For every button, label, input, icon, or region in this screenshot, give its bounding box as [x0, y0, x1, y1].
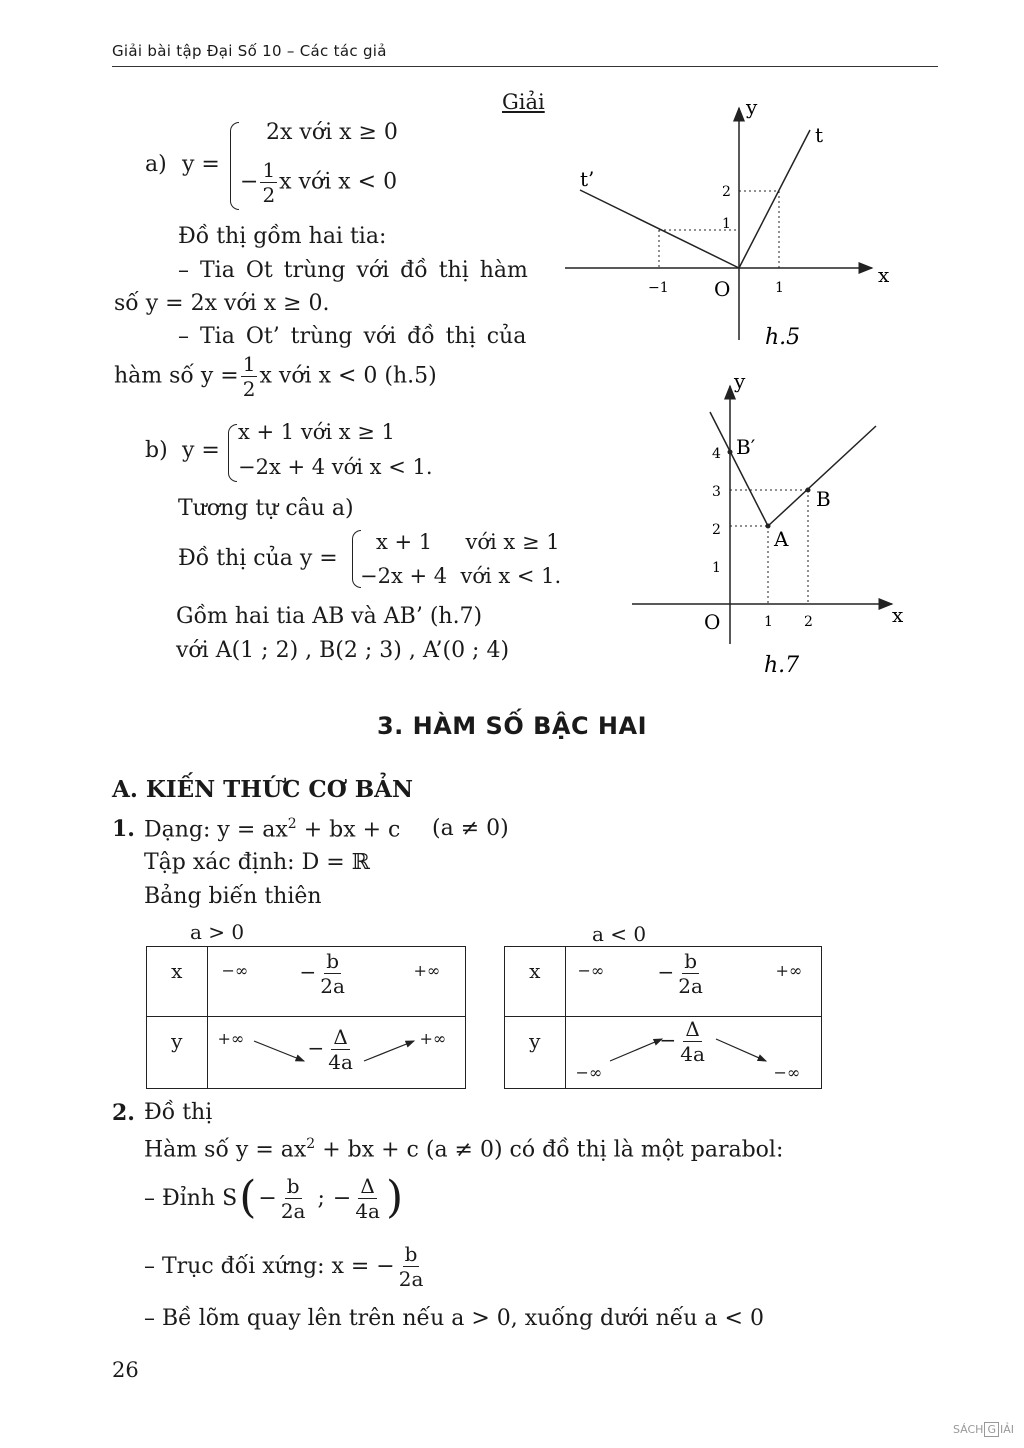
part-b-case2: −2x + 4 với x < 1.	[238, 455, 433, 479]
item2-title: Đồ thị	[144, 1100, 213, 1125]
table-pos-row-y: y	[147, 1017, 208, 1089]
h5-label-t-prime: t’	[580, 167, 595, 191]
variation-table-neg	[504, 946, 822, 1089]
page-number: 26	[112, 1358, 139, 1382]
h5-label-x: x	[878, 263, 890, 287]
concavity-line: – Bề lõm quay lên trên nếu a > 0, xuống dưới nếu a < 0	[144, 1306, 764, 1331]
h7-label-x: x	[892, 603, 904, 627]
table-pos-arrows	[208, 1017, 468, 1089]
table-neg-row-y: y	[505, 1017, 566, 1089]
part-a-case1: 2x với x ≥ 0	[266, 120, 398, 145]
section-title: 3. HÀM SỐ BẬC HAI	[376, 712, 648, 740]
part-a-line4: – Tia Ot’ trùng với đồ thị của	[178, 324, 527, 349]
h7-caption: h.7	[764, 653, 800, 678]
part-b-label: b)	[145, 438, 168, 463]
item2-line: Hàm số $y = ax^2$ + bx + c (a ≠ 0) có đồ thị là một parabol:	[144, 1136, 784, 1163]
part-a-y-eq: y =	[182, 152, 220, 177]
item1-label: 1.	[112, 816, 135, 842]
part-b-line2-case2: −2x + 4 với x < 1.	[360, 564, 562, 588]
part-a-line2: – Tia Ot trùng với đồ thị hàm	[178, 258, 528, 283]
h7-tick-y-3: 3	[712, 484, 721, 500]
h5-tick-x-1: 1	[775, 280, 784, 296]
table-neg-x-pos-inf: +∞	[775, 961, 803, 980]
table-title: Bảng biến thiên	[144, 884, 322, 909]
table-neg-y-neg-inf-right: −∞	[773, 1063, 801, 1082]
vertex-line: – Đỉnh S ( − $\frac{b}{2a}$ ; − $\frac{\Delta}{4a}$ )	[144, 1172, 404, 1223]
table-pos-y-pos-inf-right: +∞	[419, 1029, 447, 1048]
h7-tick-x-2: 2	[804, 614, 813, 630]
domain-line: Tập xác định: D = ℝ	[144, 850, 370, 875]
part-a-line1: Đồ thị gồm hai tia:	[178, 224, 387, 249]
h7-point-b-prime	[728, 450, 733, 455]
h5-label-t: t	[815, 123, 824, 147]
part-b-line2-case1: x + 1 với x ≥ 1	[376, 530, 560, 554]
h5-label-y: y	[746, 95, 758, 119]
table-neg-x-neg-inf: −∞	[577, 961, 605, 980]
h5-label-origin: O	[714, 277, 731, 301]
part-b-y-eq: y =	[182, 438, 220, 463]
item2-label: 2.	[112, 1100, 135, 1126]
graph-h7	[630, 366, 920, 682]
section-subtitle: A. KIẾN THỨC CƠ BẢN	[112, 776, 414, 803]
part-b-line3: Gồm hai tia AB và AB’ (h.7)	[176, 604, 483, 629]
part-b-case1: x + 1 với x ≥ 1	[238, 420, 395, 444]
variation-table-pos	[146, 946, 466, 1089]
header-rule	[112, 66, 938, 67]
h5-caption: h.5	[765, 325, 801, 350]
axis-line: – Trục đối xứng: x = − $\frac{b}{2a}$	[144, 1241, 424, 1291]
item1-cond: (a ≠ 0)	[432, 816, 509, 841]
table-pos-y-min: − $\frac{\Delta}{4a}$	[307, 1025, 353, 1074]
h7-tick-y-2: 2	[712, 522, 721, 538]
table-neg-row-x: x	[505, 947, 566, 1017]
table-pos-x-cell	[207, 947, 465, 1017]
table-pos-x-neg-inf: −∞	[221, 961, 249, 980]
table-neg-x-cell	[565, 947, 821, 1017]
part-a-case2: − $\frac{1}{2}$ x với x < 0	[240, 158, 398, 207]
h7-ray-ab	[768, 426, 876, 526]
part-b-brace	[228, 424, 237, 482]
table-pos-y-cell	[207, 1017, 465, 1089]
part-a-brace	[230, 122, 239, 210]
part-a-label: a)	[145, 152, 167, 177]
h7-label-b: B	[816, 487, 831, 511]
table-neg-y-cell	[565, 1017, 821, 1089]
part-b-line2-pre: Đồ thị của y =	[178, 546, 338, 571]
graph-h5	[560, 90, 900, 360]
h5-tick-y-2: 2	[722, 184, 731, 200]
table-pos-y-pos-inf-left: +∞	[217, 1029, 245, 1048]
table-pos-row-x: x	[147, 947, 208, 1017]
h7-tick-y-1: 1	[712, 560, 721, 576]
h7-label-origin: O	[704, 610, 721, 634]
table-neg-x-vertex: − $\frac{b}{2a}$	[657, 949, 703, 998]
h5-ray-t	[739, 130, 810, 268]
h7-label-b-prime: B′	[736, 435, 756, 459]
table-neg-caption: a < 0	[592, 922, 647, 946]
part-b-line1: Tương tự câu a)	[178, 496, 354, 521]
h7-tick-y-4: 4	[712, 446, 721, 462]
table-pos-x-vertex: − $\frac{b}{2a}$	[299, 949, 345, 998]
h7-label-a: A	[774, 527, 789, 551]
part-a-line3: số y = 2x với x ≥ 0.	[114, 291, 330, 316]
watermark-logo: SÁCH G IẢI	[952, 1423, 1014, 1436]
h7-tick-x-1: 1	[764, 614, 773, 630]
h7-label-y: y	[734, 369, 746, 393]
table-pos-x-pos-inf: +∞	[413, 961, 441, 980]
table-neg-y-max: − $\frac{\Delta}{4a}$	[659, 1017, 705, 1066]
part-b-line4: với A(1 ; 2) , B(2 ; 3) , A’(0 ; 4)	[176, 638, 510, 663]
part-a-line5: hàm số y = $\frac{1}{2}$ x với x < 0 (h.5)	[114, 352, 437, 401]
h7-ray-ab-prime	[710, 412, 768, 526]
table-neg-arrows	[566, 1017, 824, 1089]
item1-form: Dạng: $y = ax^2$ + bx + c	[144, 816, 401, 843]
table-neg-y-neg-inf-left: −∞	[575, 1063, 603, 1082]
table-pos-caption: a > 0	[190, 920, 245, 944]
h5-tick-x-neg1: −1	[648, 280, 669, 296]
solution-title: Giải	[502, 90, 545, 114]
running-header: Giải bài tập Đại Số 10 – Các tác giả	[112, 42, 387, 60]
h5-tick-y-1: 1	[722, 216, 731, 232]
